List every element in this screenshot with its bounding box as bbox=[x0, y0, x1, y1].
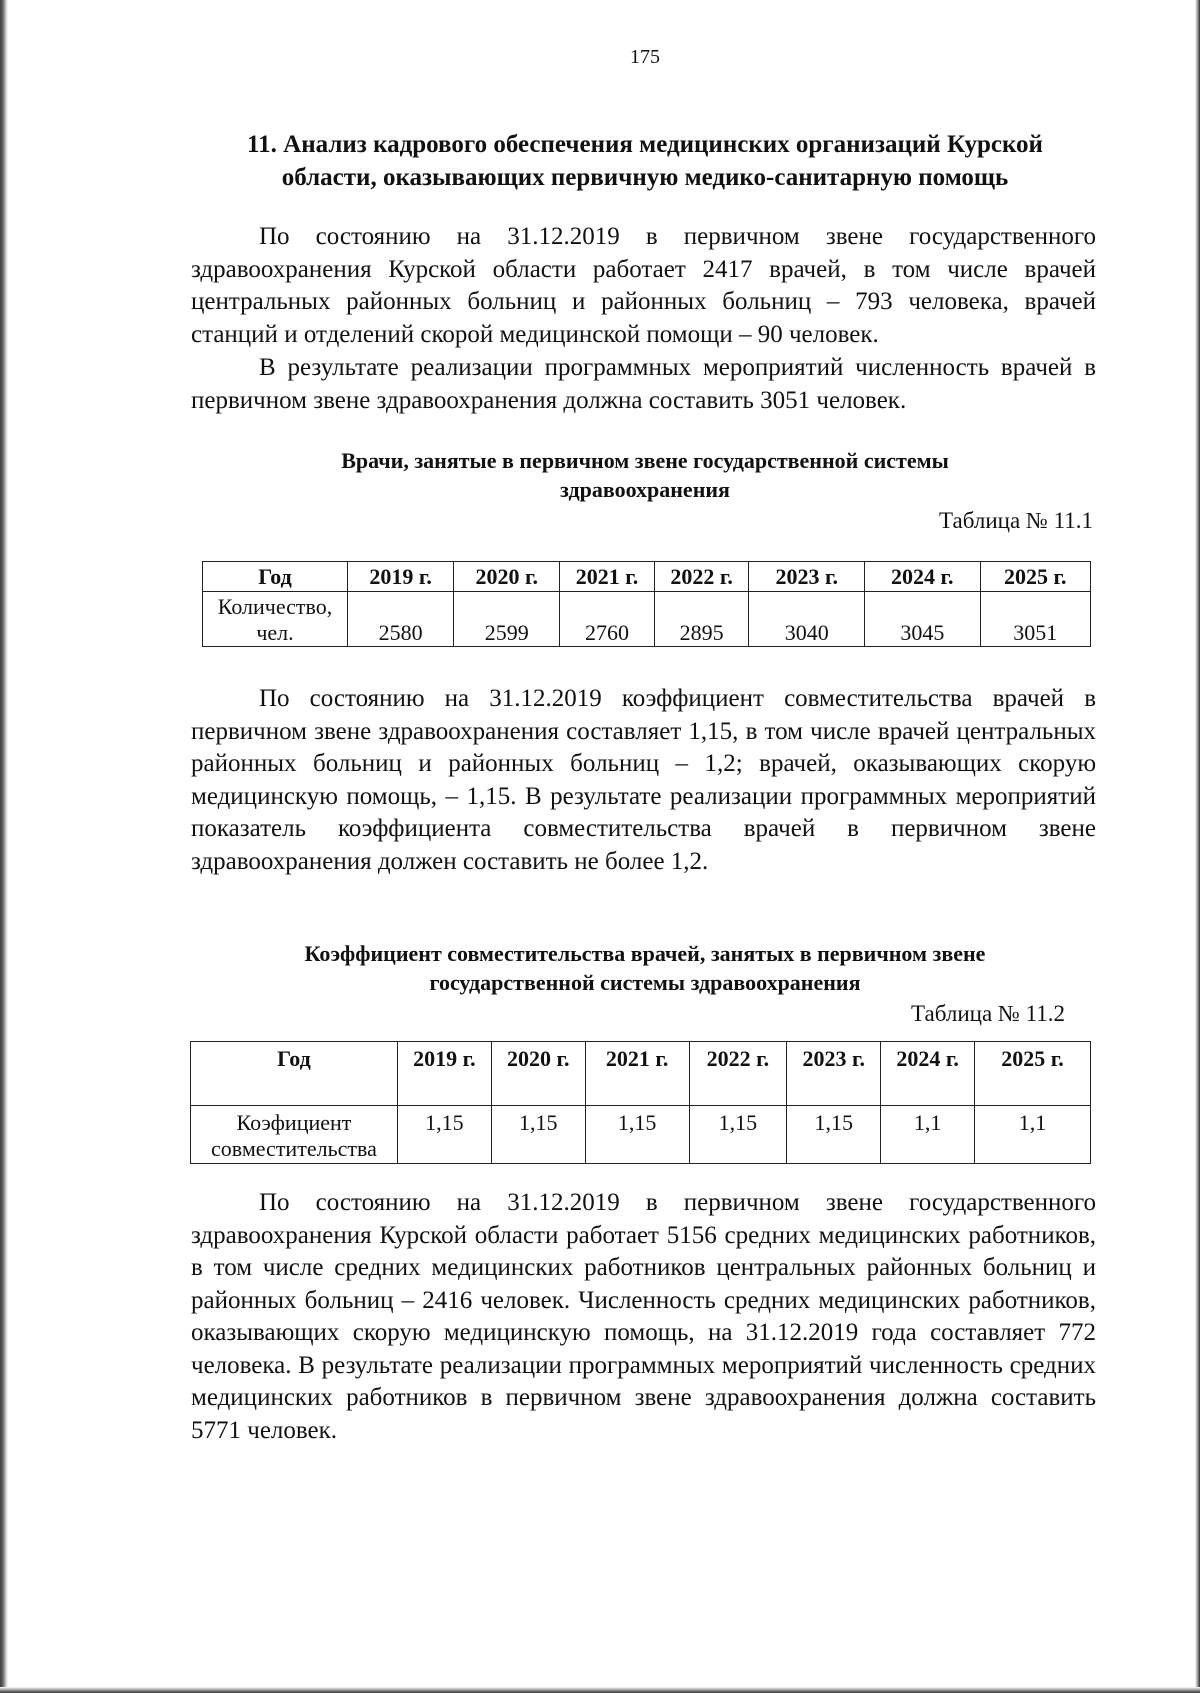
table2-value-2019: 1,15 bbox=[397, 1106, 491, 1164]
table2-row-label bbox=[191, 1106, 398, 1164]
table2-row-label-line1: Коэфициент bbox=[236, 1110, 352, 1135]
table2-caption-line2: государственной системы здравоохранения bbox=[429, 970, 861, 995]
page-number: 175 bbox=[630, 46, 660, 68]
table1-header-2022: 2022 г. bbox=[654, 562, 749, 592]
paragraph-2: В результате реализации программных мероприятий численность врачей в первичном звене здравоохранения должна составить 3051 человек. bbox=[191, 354, 1096, 414]
table1-header-2021: 2021 г. bbox=[560, 562, 655, 592]
table1-header-year: Год bbox=[203, 562, 348, 592]
table1-row-label-line1: Количество, bbox=[217, 594, 333, 619]
paragraph-4: По состоянию на 31.12.2019 в первичном звене государственного здравоохранения Курской области работает 5156 средних медицинских работников, в том числе средних медицинских работников центральных районных больниц и районных больниц – 2416 человек. Численность средних медицинских работников, оказывающих скорую медицинскую помощь, на 31.12.2019 года составляет 772 человека. В результате реализации программных мероприятий численность средних медицинских работников в первичном звене здравоохранения должна составить 5771 человек. bbox=[191, 1189, 1096, 1444]
table2-caption-line1: Коэффициент совместительства врачей, занятых в первичном звене bbox=[304, 941, 986, 966]
paragraph-3: По состоянию на 31.12.2019 коэффициент совместительства врачей в первичном звене здравоохранения составляет 1,15, в том числе врачей центральных районных больниц и районных больниц – 1,2; врачей, оказывающих скорую медицинскую помощь, – 1,15. В результате реализации программных мероприятий показатель коэффициента совместительства врачей в первичном звене здравоохранения должен составить не более 1,2. bbox=[191, 685, 1096, 875]
table1-header-2024: 2024 г. bbox=[865, 562, 981, 592]
table2-header-2022: 2022 г. bbox=[689, 1042, 787, 1106]
scan-edge-right bbox=[1195, 0, 1200, 1693]
table2-value-2024: 1,1 bbox=[881, 1106, 975, 1164]
table2-value-2023: 1,15 bbox=[787, 1106, 881, 1164]
table2-value-2021: 1,15 bbox=[585, 1106, 689, 1164]
table1-doctors-count bbox=[202, 561, 1091, 647]
table2-header-2020: 2020 г. bbox=[491, 1042, 585, 1106]
table1-caption-line2: здравоохранения bbox=[560, 477, 730, 502]
table1-caption bbox=[190, 446, 1100, 504]
table1-value-2025: 3051 bbox=[980, 592, 1090, 647]
table1-value-2024: 3045 bbox=[865, 592, 981, 647]
table2-row-label-line2: совместительства bbox=[211, 1136, 377, 1161]
section-heading-line1: 11. Анализ кадрового обеспечения медицинских организаций Курской bbox=[247, 131, 1043, 158]
table2-combination-coefficient bbox=[190, 1041, 1091, 1164]
table1-value-2021: 2760 bbox=[560, 592, 655, 647]
table2-value-2022: 1,15 bbox=[689, 1106, 787, 1164]
table1-header-2020: 2020 г. bbox=[454, 562, 560, 592]
table2-data-row bbox=[191, 1106, 1091, 1164]
section-heading-line2: области, оказывающих первичную медико-санитарную помощь bbox=[281, 164, 1009, 191]
table2-header-2021: 2021 г. bbox=[585, 1042, 689, 1106]
table1-value-2022: 2895 bbox=[654, 592, 749, 647]
table1-label: Таблица № 11.1 bbox=[939, 508, 1093, 533]
table1-row-label bbox=[203, 592, 348, 647]
scan-edge-left bbox=[0, 0, 8, 1693]
table1-value-2019: 2580 bbox=[348, 592, 454, 647]
table2-header-2023: 2023 г. bbox=[787, 1042, 881, 1106]
table2-header-row bbox=[191, 1042, 1091, 1106]
table2-header-2019: 2019 г. bbox=[397, 1042, 491, 1106]
table1-row-label-line2: чел. bbox=[256, 620, 294, 645]
scan-edge-bottom bbox=[0, 1687, 1200, 1693]
table2-header-2024: 2024 г. bbox=[881, 1042, 975, 1106]
table1-value-2023: 3040 bbox=[749, 592, 865, 647]
table2-caption bbox=[190, 939, 1100, 997]
table2-header-2025: 2025 г. bbox=[975, 1042, 1091, 1106]
table1-header-2023: 2023 г. bbox=[749, 562, 865, 592]
table1-caption-line1: Врачи, занятые в первичном звене государственной системы bbox=[341, 448, 949, 473]
paragraph-1: По состоянию на 31.12.2019 в первичном звене государственного здравоохранения Курской области работает 2417 врачей, в том числе врачей центральных районных больниц и районных больниц – 793 человека, врачей станций и отделений скорой медицинской помощи – 90 человек. bbox=[191, 223, 1096, 348]
table1-header-row bbox=[203, 562, 1091, 592]
table1-header-2019: 2019 г. bbox=[348, 562, 454, 592]
table1-data-row bbox=[203, 592, 1091, 647]
table2-header-year: Год bbox=[191, 1042, 398, 1106]
table1-value-2020: 2599 bbox=[454, 592, 560, 647]
table2-value-2025: 1,1 bbox=[975, 1106, 1091, 1164]
table1-header-2025: 2025 г. bbox=[980, 562, 1090, 592]
table2-value-2020: 1,15 bbox=[491, 1106, 585, 1164]
table2-label: Таблица № 11.2 bbox=[911, 1001, 1065, 1026]
section-heading bbox=[190, 128, 1100, 194]
